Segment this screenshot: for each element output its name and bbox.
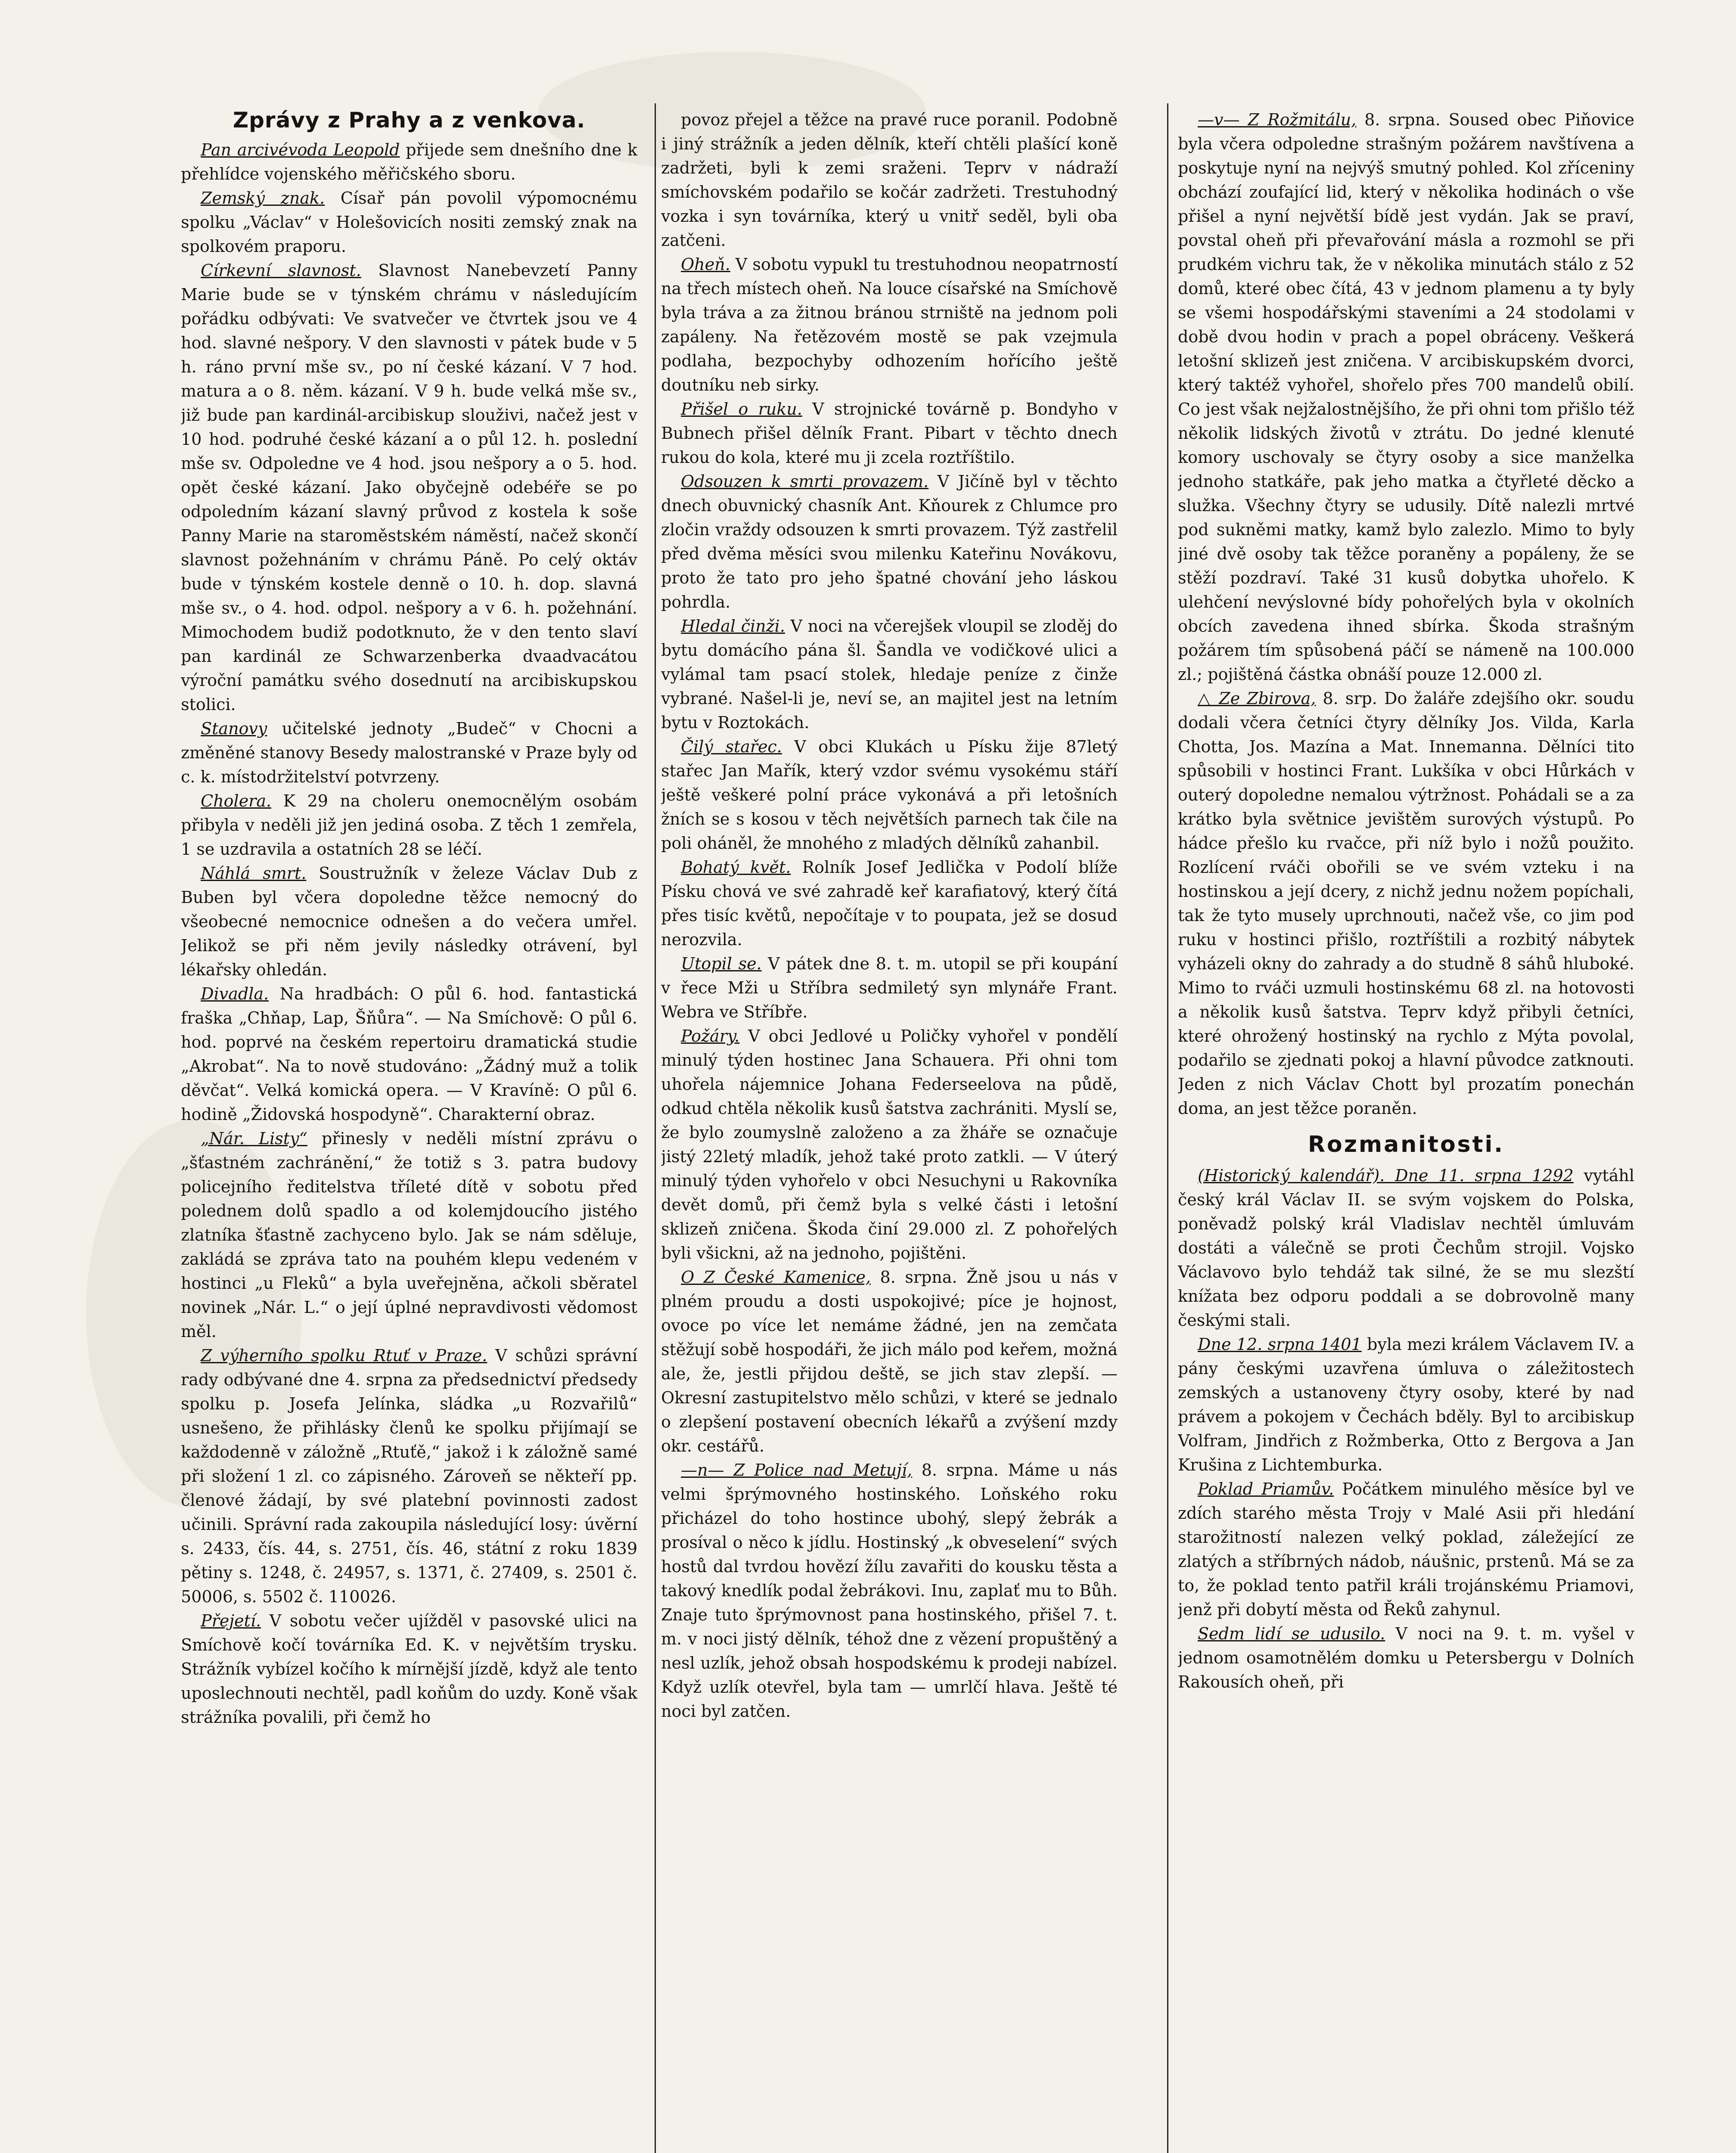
article-label: Sedm lidí se udusilo. [1198,1624,1385,1643]
article [661,252,1118,397]
article [661,614,1118,735]
article-label: Z výherního spolku Rtuť v Praze. [201,1346,488,1365]
article-label: —v— Z Rožmitálu, [1198,110,1357,129]
article-body: Rolník Josef Jedlička v Podolí blíže Písku chová ve své zahradě keř karafiatový, který čítá přes tisíc květů, nepočítaje v to poupata, jež se dosud nerozvila. [661,858,1118,949]
article [181,982,637,1126]
column-3 [1178,108,1634,2153]
article-label: —n— Z Police nad Metují, [681,1461,913,1480]
article-body: V sobotu vypukl tu trestuhodnou neopatrností na třech místech oheň. Na louce císařské na Smíchově byla tráva a za žitnou bránou strniště na jednom poli zapáleny. Na řetězovém mostě se pak vzejmula podlaha, bezpochyby odhozením hořícího ještě doutníku neb sirky. [661,255,1118,394]
article [661,735,1118,855]
article [181,186,637,258]
article-label: Církevní slavnost. [201,261,361,280]
article-body: Slavnost Nanebevzetí Panny Marie bude se v týnském chrámu v následujícím pořádku odbývati: Ve svatvečer ve čtvrtek jsou ve 4 hod. slavné nešpory. V den slavnosti v pátek bude v 5 h. ráno první mše sv., po ní české kázaní. V 7 hod. matura a o 8. něm. kázaní. V 9 h. bude velká mše sv., již bude pan kardinál-arcibiskup slouživi, načež jest v 10 hod. podruhé české kázaní a o půl 12. h. poslední mše sv. Odpoledne ve 4 hod. jsou nešpory a o 5. hod. opět české kázaní. Jako obyčejně odebéře se po odpoledním kázaní slavný průvod z kostela k soše Panny Marie na staroměstském náměstí, načež skončí slavnost požehnáním v chrámu Páně. Po celý oktáv bude v týnském kostele denně o 10. h. dop. slavná mše sv., o 4. hod. odpol. nešpory a v 6. h. požehnání. Mimochodem budiž podotknuto, že v den tento slaví pan kardinál ze Schwarzenberka dvaadvacátou výroční památku svého dosednutí na arcibiskupskou stolici. [181,261,637,714]
article [181,1343,637,1609]
article-body: povoz přejel a těžce na pravé ruce poranil. Podobně i jiný strážník a jeden dělník, kteří chtěli plašící koně zadržeti, byli k zemi sraženi. Teprv v nádraží smíchovském podařilo se kočár zadržeti. Trestuhodný vozka i syn továrníka, který u vnitř seděl, byli oba zatčeni. [661,110,1118,250]
article-label: Čilý stařec. [681,737,782,756]
column-rule [655,103,656,2153]
article-body: V noci na 9. t. m. vyšel v jednom osamotnělém domku u Petersbergu v Dolních Rakousích oheň, při [1178,1624,1634,1691]
article [661,108,1118,252]
article [1178,1332,1634,1477]
article-body: učitelské jednoty „Budeč“ v Chocni a změněné stanovy Besedy malostranské v Praze byly od c. k. místodržitelství potvrzeny. [181,719,637,786]
article [181,1126,637,1343]
article-body: 8. srpna. Máme u nás velmi šprýmovného hostinského. Loňského roku přicházel do toho hostince ubohý, slepý žebrák a prosíval o něco k jídlu. Hostinský „k obveselení“ svých hostů dal tvrdou hovězí žílu zavařiti do kousku těsta a takový knedlík podal žebrákovi. Inu, zaplať mu to Bůh. Znaje tuto šprýmovnost pana hostinského, přišel 7. t. m. v noci jistý dělník, téhož dne z vězení propuštěný a nesl uzlík, jehož obsah hospodskému k prodeji nabízel. Když uzlík otevřel, byla tam — umrlčí hlava. Ještě té noci byl zatčen. [661,1461,1118,1721]
article [181,789,637,861]
article [181,138,637,186]
article-label: Poklad Priamův. [1198,1480,1334,1498]
article [1178,1622,1634,1694]
article [1178,1477,1634,1622]
article-body: Na hradbách: O půl 6. hod. fantastická fraška „Chňap, Lap, Šňůra“. — Na Smíchově: O půl 6. hod. poprvé na českém repertoiru dramatická studie „Akrobat“. Na to nově studováno: „Žádný muž a tolik děvčat“. Velká komická opera. — V Kravíně: O půl 6. hodině „Židovská hospodyně“. Charakterní obraz. [181,984,637,1124]
article-list [181,138,637,1729]
article-body: V noci na včerejšek vloupil se zloděj do bytu domácího pána šl. Šandla ve vodičkové ulici a vylámal tam psací stolek, hledaje peníze z činže vybrané. Našel-li je, neví se, an majitel jest na letním bytu v Roztokách. [661,617,1118,732]
article [661,855,1118,952]
article-body: V Jičíně byl v těchto dnech obuvnický chasník Ant. Kňourek z Chlumce pro zločin vraždy odsouzen k smrti provazem. Týž zastřelil před dvěma měsíci svou milenku Kateřinu Novákovu, proto že tato pro jeho špatné chování jeho láskou pohrdla. [661,472,1118,611]
article-body: byla mezi králem Václavem IV. a pány českými uzavřena úmluva o záležitostech zemských a ustanoveny čtyry osoby, které by nad právem a pokojem v Čechách bděly. Byl to arcibiskup Volfram, Jindřich z Rožmberka, Otto z Bergova a Jan Krušina z Lichtemburka. [1178,1335,1634,1474]
article-label: Zemský znak. [201,189,325,208]
article-body: Počátkem minulého měsíce byl ve zdích starého města Trojy v Malé Asii při hledání starožitností nalezen velký poklad, záležející ze zlatých a stříbrných nádob, náušnic, prstenů. Má se za to, že poklad tento patřil králi trojánskému Priamovi, jenž při dobytí města od Řeků zahynul. [1178,1480,1634,1619]
article-body: přijede sem dnešního dne k přehlídce vojenského měřičského sboru. [181,140,637,183]
article [181,861,637,982]
article-label: Utopil se. [681,954,762,973]
article-body: 8. srpna. Soused obec Piňovice byla včera odpoledne strašným požárem navštívena a poskytuje nyní na nejvýš smutný pohled. Kol zříceniny obchází zoufající lid, který v několika hodinách o vše přišel a nyní největší bídě jest vydán. Jak se praví, povstal oheň při převařování másla a rozmohl se při prudkém vichru tak, že v několika minutách stálo z 52 domů, které obec čítá, 43 v jednom plamenu a ty byly se všemi hospodářskými staveními a 24 stodolami v době dvou hodin v prach a popel obráceny. Veškerá letošní sklizeň jest zničena. V arcibiskupském dvorci, který taktéž vyhořel, shořelo přes 700 mandelů obilí. Co jest však nejžalostnějšího, že při ohni tom přišlo též několik lidských životů v ztrátu. Do jedné klenuté komory uschovaly se čtyry osoby a sice manželka jednoho statkáře, pak jeho matka a čtyřleté děcko a služka. Všechny čtyry se udusily. Dítě nalezli mrtvé pod sukněmi matky, kamž bylo zalezlo. Mimo to byly jiné dvě osoby tak těžce poraněny a popáleny, že se stěží pozdraví. Také 31 kusů dobytka uhořelo. K ulehčení nevýslovné bídy pohořelých byla v okolních obcích zavedena ihned sbírka. Škoda strašným požárem tím spůsobená páčí se námeně na 100.000 zl.; pojištěná částka obnáší pouze 12.000 zl. [1178,110,1634,684]
article-label: Odsouzen k smrti provazem. [681,472,929,491]
article-body: V sobotu večer ujížděl v pasovské ulici na Smíchově kočí továrníka Ed. K. v největším trysku. Strážník vybízel kočího k mírnější jízdě, když ale tento uposlechnouti nechtěl, padl koňům do uzdy. Koně však strážníka povalili, při čemž ho [181,1611,637,1727]
article-label: Bohatý květ. [681,858,791,877]
article-label: Oheň. [681,255,730,274]
column-1 [181,108,637,2153]
article-label: Dne 12. srpna 1401 [1198,1335,1362,1354]
article-label: Náhlá smrt. [201,864,307,883]
article-list [1178,108,1634,1120]
article-label: Přišel o ruku. [681,400,802,419]
article-body: přinesly v neděli místní zprávu o „šťastném zachránění,“ že totiž s 3. patra budovy policejního ředitelstva tříleté dítě v sobotu před polednem dolů spadlo a od kolemjdoucího jistého zlatníka šťastně zachyceno bylo. Jak se nám sděluje, zakládá se zpráva tato na pouhém klepu vedeném v hostinci „u Fleků“ a byla uveřejněna, ačkoli sběratel novinek „Nár. L.“ o její úplné nepravdivosti vědomost měl. [181,1129,637,1341]
article-label: Hledal činži. [681,617,785,636]
article-label: Přejetí. [201,1611,261,1630]
article-body: 8. srpna. Žně jsou u nás v plném proudu a dosti uspokojivé; píce je hojnost, ovoce po více let nemáme žádné, jen na zemčata stěžují sobě hospodáři, že jich málo pod keřem, možná ale, že, jestli přijdou deště, se jich stav zlepší. — Okresní zastupitelstvo mělo schůzi, v které se jednalo o zlepšení postavení obecních lékařů a zvýšení mzdy okr. cestářů. [661,1268,1118,1455]
article-body: V schůzi správní rady odbývané dne 4. srpna za předsednictví předsedy spolku p. Josefa Jelínka, sládka „u Rozvařilů“ usnešeno, že přihlásky členů ke spolku přijímají se každodenně v záložně „Rtuťě,“ jakož i k záložně samé při složení 1 zl. co zápisného. Zároveň se někteří pp. členové žádají, by své platební povinnosti zadost učinili. Správní rada zakoupila následující losy: úvěrní s. 2433, čís. 44, s. 2751, čís. 46, státní z roku 1839 pětiny s. 1248, č. 24957, s. 1371, č. 27409, s. 2501 č. 50006, s. 5502 č. 110026. [181,1346,637,1606]
article [181,1609,637,1729]
article-body: V obci Jedlové u Poličky vyhořel v pondělí minulý týden hostinec Jana Schauera. Při ohni tom uhořela nájemnice Johana Federseelova na půdě, odkud chtěla několik kusů šatstva zachrániti. Myslí se, že bylo zoumyslně založeno a za žháře se označuje jistý 22letý mladík, jehož také proto zatkli. — V úterý minulý týden vyhořelo v obci Nesuchyni u Rakovníka devět domů, při čemž byla s velké části i letošní sklizeň zničena. Škoda činí 29.000 zl. Z pohořelých byli všickni, až na jednoho, pojištěni. [661,1027,1118,1263]
article-label: (Historický kalendář). Dne 11. srpna 1292 [1198,1166,1574,1185]
article [181,717,637,789]
article-body: Soustružník v železe Václav Dub z Buben byl včera dopoledne těžce nemocný do všeobecné nemocnice odnešen a do večera umřel. Jelikož se při něm jevily následky otrávení, byl lékařsky ohledán. [181,864,637,979]
article [1178,108,1634,686]
column-2 [661,108,1118,2153]
article [661,952,1118,1024]
article-body: Císař pán povolil výpomocnému spolku „Václav“ v Holešovicích nositi zemský znak na spolkovém praporu. [181,189,637,256]
article [661,1024,1118,1265]
article-label: Divadla. [201,984,269,1003]
article [661,1265,1118,1458]
article [661,397,1118,469]
article-body: V obci Klukách u Písku žije 87letý stařec Jan Mařík, který vzdor svému vysokému stáří ještě veškeré polní práce vykonává a při letošních žních se s kosou v těch největších parnech tak čile na poli oháněl, že mnohého z mladých dělníků zahanbil. [661,737,1118,853]
section-heading: Rozmanitosti. [1307,1132,1505,1157]
article-label: O Z České Kamenice, [681,1268,871,1287]
article [1178,1163,1634,1332]
article-label: Požáry. [681,1027,740,1045]
article-body: vytáhl český král Václav II. se svým vojskem do Polska, poněvadž polský král Vladislav nechtěl úmluvám dostáti a válečně se proti Čechům strojil. Vojsko Václavovo bylo tehdáž tak silné, že se mu slezští knížata bez odporu poddali a se dobrovolně many českými stali. [1178,1166,1634,1330]
article-body: V pátek dne 8. t. m. utopil se při koupání v řece Mži u Stříbra sedmiletý syn mlynáře Frant. Webra ve Stříbře. [661,954,1118,1021]
column-rule [1167,103,1168,2153]
article-label: Pan arcivévoda Leopold [201,140,400,159]
column-heading: Zprávy z Prahy a z venkova. [233,108,586,133]
article-body: K 29 na choleru onemocnělým osobám přibyla v neděli již jen jediná osoba. Z těch 1 zemřela, 1 se uzdravila a ostatních 28 se léčí. [181,791,637,859]
article-body: V strojnické továrně p. Bondyho v Bubnech přišel dělník Frant. Pibart v těchto dnech rukou do kola, které mu ji zcela roztříštilo. [661,400,1118,467]
article [1178,686,1634,1120]
article [181,258,637,717]
article-label: Cholera. [201,791,271,810]
article [661,469,1118,614]
article-list [661,108,1118,1723]
article-label: Stanovy [201,719,267,738]
article-body: 8. srp. Do žaláře zdejšího okr. soudu dodali včera četníci čtyry dělníky Jos. Vilda, Karla Chotta, Jos. Mazína a Mat. Innemanna. Dělníci tito spůsobili v hostinci Frant. Lukšíka v obci Hůrkách v outerý dopoledne nemalou výtržnost. Pohádali se a za krátko byla světnice jevištěm surových výstupů. Po hádce přešlo ku rvačce, při níž bylo i nožů použito. Rozlícení rváči obořili se ve svém vzteku i na hostinskou a její dcery, z nichž jednu nožem popíchali, tak že tyto musely uprchnouti, načež vše, co jim pod ruku v hostinci přišlo, roztříštili a rozbitý nábytek vyházeli okny do zahrady a do studně 8 sáhů hluboké. Mimo to rváči uzmuli hostinskému 68 zl. na hotovosti a několik kusů šatstva. Teprv když přibyli četníci, které ohrožený hostinský na rychlo z Mýta povolal, podařilo se zjednati pokoj a hlavní původce zatknouti. Jeden z nich Václav Chott byl prozatím ponechán doma, an jest těžce poraněn. [1178,689,1634,1118]
article [661,1458,1118,1723]
article-label: „Nár. Listy“ [201,1129,307,1148]
article-label: △ Ze Zbirova, [1198,689,1316,708]
article-list [1178,1163,1634,1694]
